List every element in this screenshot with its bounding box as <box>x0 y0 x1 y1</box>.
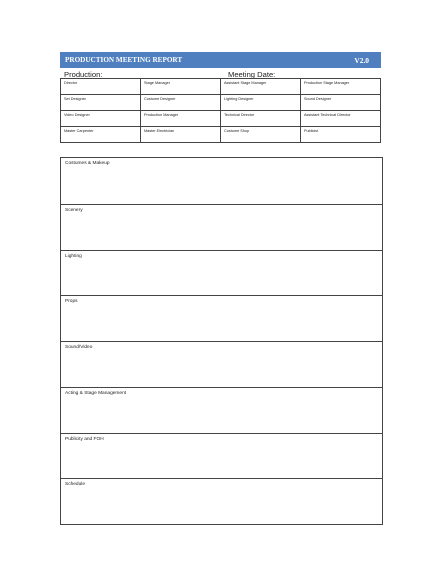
meeting-date-field[interactable]: Meeting Date: _______________ <box>228 70 341 79</box>
version-label: V2.0 <box>354 56 369 65</box>
role-cell[interactable]: Sound Designer <box>301 95 381 111</box>
role-cell[interactable]: Video Designer <box>61 111 141 127</box>
section-props[interactable] <box>61 295 382 342</box>
section-scenery[interactable] <box>61 204 382 251</box>
section-label: Lighting <box>65 253 82 259</box>
role-cell[interactable]: Costume Shop <box>221 127 301 143</box>
section-acting-stage-management[interactable] <box>61 387 382 434</box>
role-cell[interactable]: Assistant Technical Director <box>301 111 381 127</box>
section-lighting[interactable] <box>61 250 382 297</box>
role-cell[interactable]: Master Carpenter <box>61 127 141 143</box>
report-header <box>60 52 381 68</box>
role-cell[interactable]: Assistant Stage Manager <box>221 79 301 95</box>
roles-table <box>60 78 381 143</box>
section-label: Scenery <box>65 207 83 213</box>
section-sound-video[interactable] <box>61 341 382 388</box>
section-label: Acting & Stage Management <box>65 390 127 396</box>
production-field[interactable]: Production: _______________________ <box>64 70 202 79</box>
role-cell[interactable]: Technical Director <box>221 111 301 127</box>
section-costumes-makeup[interactable] <box>61 158 382 204</box>
section-label: Costumes & Makeup <box>65 161 110 166</box>
role-cell[interactable]: Set Designer <box>61 95 141 111</box>
role-cell[interactable]: Costume Designer <box>141 95 221 111</box>
section-label: Sound/Video <box>65 345 93 350</box>
section-label: Schedule <box>65 482 86 488</box>
role-cell[interactable]: Production Stage Manager <box>301 79 381 95</box>
role-cell[interactable]: Stage Manager <box>141 79 221 95</box>
section-schedule[interactable] <box>61 478 382 525</box>
role-cell[interactable]: Production Manager <box>141 111 221 127</box>
role-cell[interactable]: Master Electrician <box>141 127 221 143</box>
role-cell[interactable]: Publicist <box>301 127 381 143</box>
section-publicity-foh[interactable] <box>61 433 382 480</box>
section-label: Props <box>65 299 78 305</box>
report-title: PRODUCTION MEETING REPORT <box>65 56 183 64</box>
section-label: Publicity and FOH <box>65 436 104 442</box>
report-sections <box>60 157 383 525</box>
role-cell[interactable]: Director <box>61 79 141 95</box>
role-cell[interactable]: Lighting Designer <box>221 95 301 111</box>
